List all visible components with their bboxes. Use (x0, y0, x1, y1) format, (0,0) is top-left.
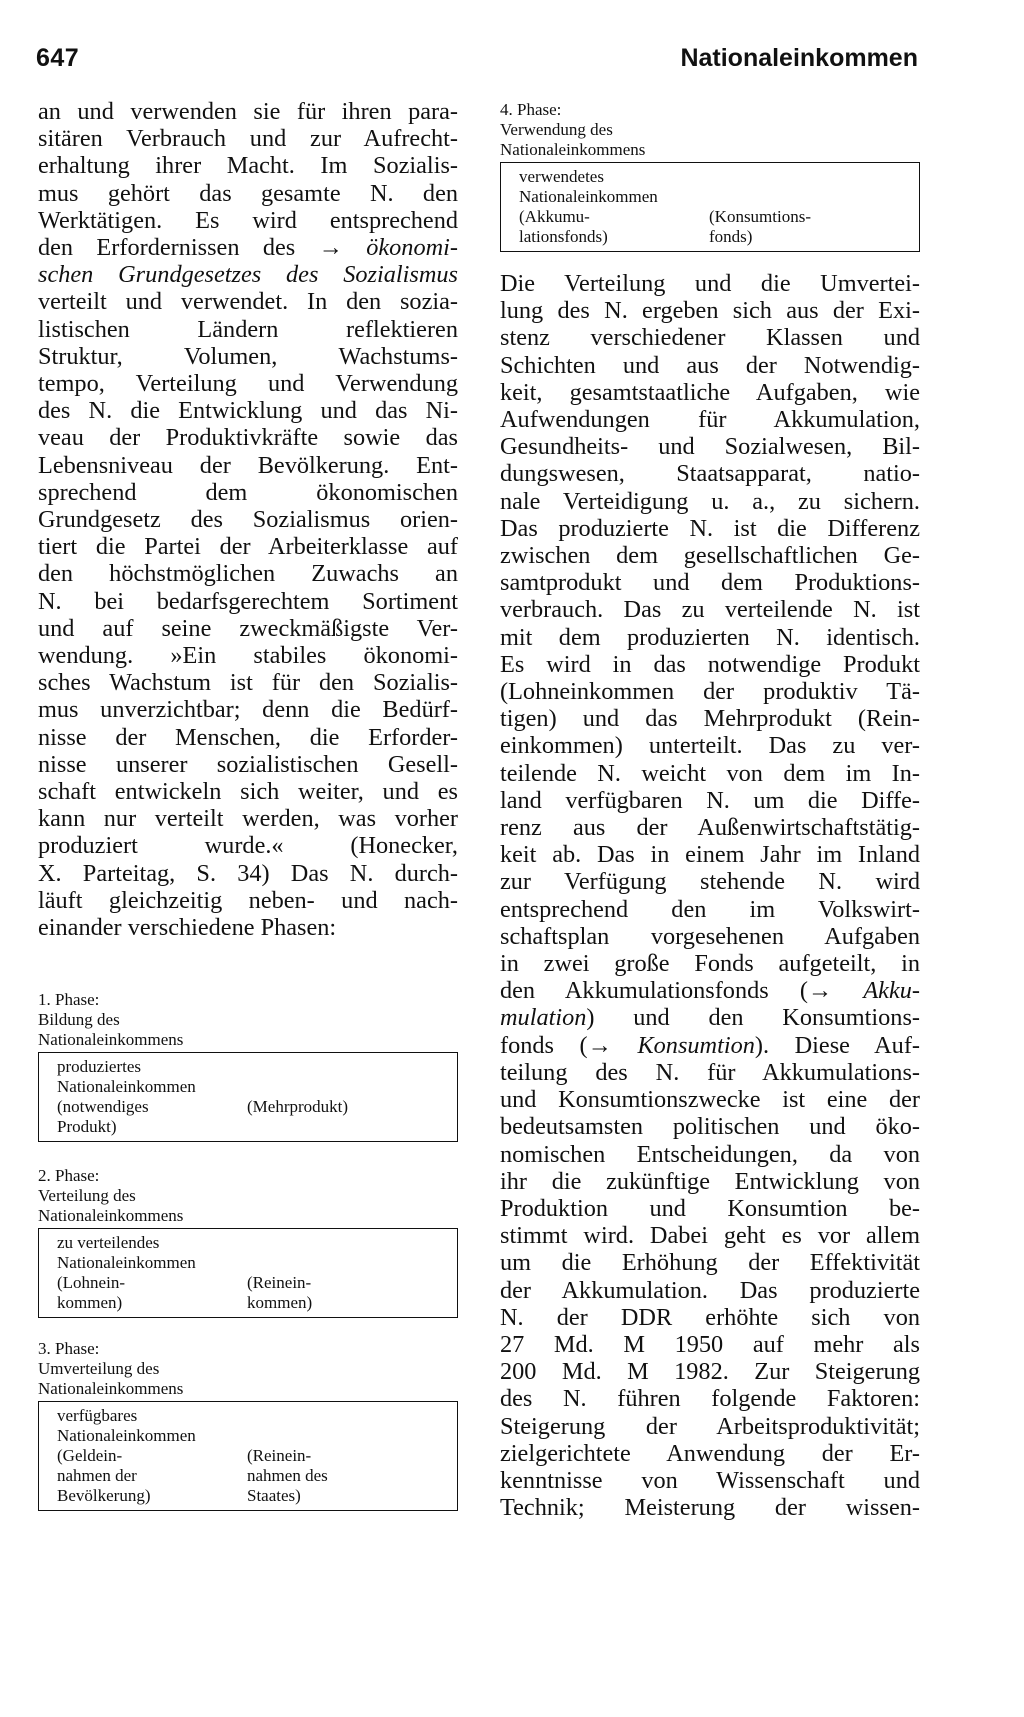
text-line: einkommen) unterteilt. Das zu ver- (500, 732, 920, 760)
text-line: sches Wachstum ist für den Sozialis- (38, 669, 458, 697)
text-line-with-link (38, 234, 458, 261)
text-line: erhaltung ihrer Macht. Im Sozialis- (38, 152, 458, 180)
box-row (57, 1446, 447, 1506)
box-line: produziertes (57, 1057, 142, 1076)
box-left-item: Bevölkerung) (57, 1486, 151, 1505)
cross-reference-link[interactable]: ökonomi- (366, 234, 458, 262)
text-line: kann nur verteilt werden, was vorher (38, 805, 458, 833)
box-left-item: (Lohnein- (57, 1273, 125, 1292)
text-line: (Lohneinkommen der produktiv Tä- (500, 678, 920, 706)
text-line: nisse unserer sozialistischen Gesell- (38, 750, 458, 778)
text-line: Das produzierte N. ist die Differenz (500, 514, 920, 542)
text-line: 27 Md. M 1950 auf mehr als (500, 1330, 920, 1358)
text-line: N. der DDR erhöhte sich von (500, 1303, 920, 1331)
text-line: Die Verteilung und die Umvertei- (500, 270, 920, 297)
text-line: keit, gesamtstaatliche Aufgaben, wie (500, 378, 920, 406)
phase-title: Umverteilung des (38, 1359, 160, 1378)
phase-box (38, 1228, 458, 1318)
text-line: nomischen Entscheidungen, da von (500, 1140, 920, 1168)
text-line: Gesundheits- und Sozialwesen, Bil- (500, 433, 920, 461)
text-line: tigen) und das Mehrprodukt (Rein- (500, 705, 920, 733)
box-left-item: lationsfonds) (519, 227, 608, 246)
text-line: kenntnisse von Wissenschaft und (500, 1466, 920, 1494)
text-line: Schichten und aus der Notwendig- (500, 351, 920, 379)
phase-box (500, 162, 920, 252)
text-line (38, 261, 458, 288)
text-line: listischen Ländern reflektieren (38, 315, 458, 343)
text-line: Aufwendungen für Akkumulation, (500, 406, 920, 434)
text-line: sprechend dem ökonomischen (38, 478, 458, 506)
text-line: den höchstmöglichen Zuwachs an (38, 560, 458, 588)
box-left-item: (notwendiges (57, 1097, 149, 1116)
text-line: des N. führen folgende Faktoren: (500, 1385, 920, 1413)
text-line: stimmt wird. Dabei geht es vor allem (500, 1222, 920, 1250)
text-line: in zwei große Fonds aufgeteilt, in (500, 950, 920, 978)
text-line: renz aus der Außenwirtschaftstätig- (500, 814, 920, 842)
text-line: sitären Verbrauch und zur Aufrecht- (38, 125, 458, 153)
running-head: Nationaleinkommen (680, 44, 918, 72)
text-line: Produktion und Konsumtion be- (500, 1194, 920, 1222)
box-right-item: Staates) (247, 1486, 301, 1505)
phase-2-diagram (38, 1166, 458, 1318)
left-column (38, 98, 458, 941)
text-line: Lebensniveau der Bevölkerung. Ent- (38, 451, 458, 479)
phase-label: 2. Phase: (38, 1166, 100, 1185)
text-line: verbrauch. Das zu verteilende N. ist (500, 596, 920, 624)
phase-label: 1. Phase: (38, 990, 100, 1009)
box-right-item: (Konsumtions- (709, 207, 811, 226)
box-line: Nationaleinkommen (57, 1077, 196, 1096)
text-line: teilende N. weicht von dem im In- (500, 759, 920, 787)
text-line: zur Verfügung stehende N. wird (500, 868, 920, 896)
phase-title: Nationaleinkommens (38, 1206, 184, 1225)
text-line: läuft gleichzeitig neben- und nach- (38, 886, 458, 914)
box-left-item: kommen) (57, 1293, 123, 1312)
text-line: mulation) und den Konsumtions- (500, 1004, 920, 1032)
text-line: ihr die zukünftige Entwicklung von (500, 1167, 920, 1195)
left-paragraph (38, 98, 458, 941)
text-line: produziert wurde.« (Honecker, (38, 832, 458, 860)
phase-title: Nationaleinkommens (38, 1030, 184, 1049)
box-right-item: nahmen des (247, 1466, 328, 1485)
text-line: Es wird in das notwendige Produkt (500, 650, 920, 678)
text-line: der Akkumulation. Das produzierte (500, 1276, 920, 1304)
box-left-item: (Akkumu- (519, 207, 590, 226)
box-line: Nationaleinkommen (519, 187, 658, 206)
box-right-item: (Reinein- (247, 1446, 312, 1465)
phase-label: 4. Phase: (500, 100, 562, 119)
phase-4-diagram (500, 100, 920, 252)
page-number: 647 (36, 44, 80, 72)
text-line: wendung. »Ein stabiles ökonomi- (38, 642, 458, 670)
text-line: bedeutsamsten politischen und öko- (500, 1113, 920, 1141)
text-line: Grundgesetz des Sozialismus orien- (38, 506, 458, 534)
box-row (57, 1097, 447, 1137)
text-line: um die Erhöhung der Effektivität (500, 1249, 920, 1277)
text-line: dungswesen, Staatsapparat, natio- (500, 460, 920, 488)
box-line: verfügbares (57, 1406, 138, 1425)
phase-box (38, 1401, 458, 1511)
box-left-item: (Geldein- (57, 1446, 123, 1465)
box-line: Nationaleinkommen (57, 1426, 196, 1445)
phase-title: Verteilung des (38, 1186, 136, 1205)
text-line: den Akkumulationsfonds (→ Akku- (500, 977, 920, 1005)
text-fragment: den Erfordernissen des (38, 234, 296, 262)
text-line: tempo, Verteilung und Verwendung (38, 370, 458, 398)
box-row (519, 207, 909, 247)
right-column (500, 270, 920, 1521)
text-line: Struktur, Volumen, Wachstums- (38, 342, 458, 370)
box-right-item: kommen) (247, 1293, 313, 1312)
cross-reference-link[interactable]: Konsumtion (637, 1031, 755, 1059)
box-line: Nationaleinkommen (57, 1253, 196, 1272)
phase-label: 3. Phase: (38, 1339, 100, 1358)
text-line: stenz verschiedener Klassen und (500, 324, 920, 352)
phase-title: Verwendung des (500, 120, 613, 139)
box-right-item: (Reinein- (247, 1273, 312, 1292)
text-line: N. bei bedarfsgerechtem Sortiment (38, 587, 458, 615)
phase-box (38, 1052, 458, 1142)
text-line: nale Verteidigung u. a., zu sichern. (500, 487, 920, 515)
box-line: zu verteilendes (57, 1233, 160, 1252)
text-line: fonds (→ Konsumtion). Diese Auf- (500, 1031, 920, 1059)
text-line: teilung des N. für Akkumulations- (500, 1058, 920, 1086)
text-line: verteilt und verwendet. In den sozia- (38, 288, 458, 316)
text-line: nisse der Menschen, die Erforder- (38, 723, 458, 751)
phase-3-diagram (38, 1339, 458, 1511)
text-line: Technik; Meisterung der wissen- (500, 1494, 920, 1522)
box-line: verwendetes (519, 167, 604, 186)
phase-title: Bildung des (38, 1010, 120, 1029)
text-line: Werktätigen. Es wird entsprechend (38, 206, 458, 234)
cross-reference-link[interactable]: Akku- (863, 977, 920, 1005)
cross-reference-link[interactable]: schen Grundgesetzes des Sozialismus (38, 261, 458, 289)
text-line: keit ab. Das in einem Jahr im Inland (500, 841, 920, 869)
text-line: mus unverzichtbar; denn die Bedürf- (38, 696, 458, 724)
text-line: an und verwenden sie für ihren para- (38, 98, 458, 125)
text-line: X. Parteitag, S. 34) Das N. durch- (38, 859, 458, 887)
cross-reference-arrow: → (318, 234, 343, 262)
text-line: zielgerichtete Anwendung der Er- (500, 1439, 920, 1467)
text-line: und auf seine zweckmäßigste Ver- (38, 614, 458, 642)
text-line: tiert die Partei der Arbeiterklasse auf (38, 533, 458, 561)
text-line: veau der Produktivkräfte sowie das (38, 424, 458, 452)
right-paragraph (500, 270, 920, 1521)
text-line: entsprechend den im Volkswirt- (500, 895, 920, 923)
box-row (57, 1273, 447, 1313)
text-line: einander verschiedene Phasen: (38, 914, 337, 942)
text-line: zwischen dem gesellschaftlichen Ge- (500, 542, 920, 570)
text-line: Steigerung der Arbeitsproduktivität; (500, 1412, 920, 1440)
text-line: samtprodukt und dem Produktions- (500, 569, 920, 597)
phase-title: Nationaleinkommens (500, 140, 646, 159)
text-line: 200 Md. M 1982. Zur Steigerung (500, 1358, 920, 1386)
text-line: mit dem produzierten N. identisch. (500, 623, 920, 651)
text-line: land verfügbaren N. um die Diffe- (500, 786, 920, 814)
text-line: schaftsplan vorgesehenen Aufgaben (500, 922, 920, 950)
phase-title: Nationaleinkommens (38, 1379, 184, 1398)
cross-reference-link[interactable]: mulation (500, 1004, 587, 1032)
box-left-item: Produkt) (57, 1117, 117, 1136)
text-line: und Konsumtionszwecke ist eine der (500, 1086, 920, 1114)
box-right-item: (Mehrprodukt) (247, 1097, 349, 1116)
phase-1-diagram (38, 990, 458, 1142)
text-line: schaft entwickeln sich weiter, und es (38, 778, 458, 806)
box-left-item: nahmen der (57, 1466, 137, 1485)
text-line: mus gehört das gesamte N. den (38, 179, 458, 207)
text-line: lung des N. ergeben sich aus der Exi- (500, 297, 920, 325)
box-right-item: fonds) (709, 227, 753, 246)
text-line: des N. die Entwicklung und das Ni- (38, 397, 458, 425)
